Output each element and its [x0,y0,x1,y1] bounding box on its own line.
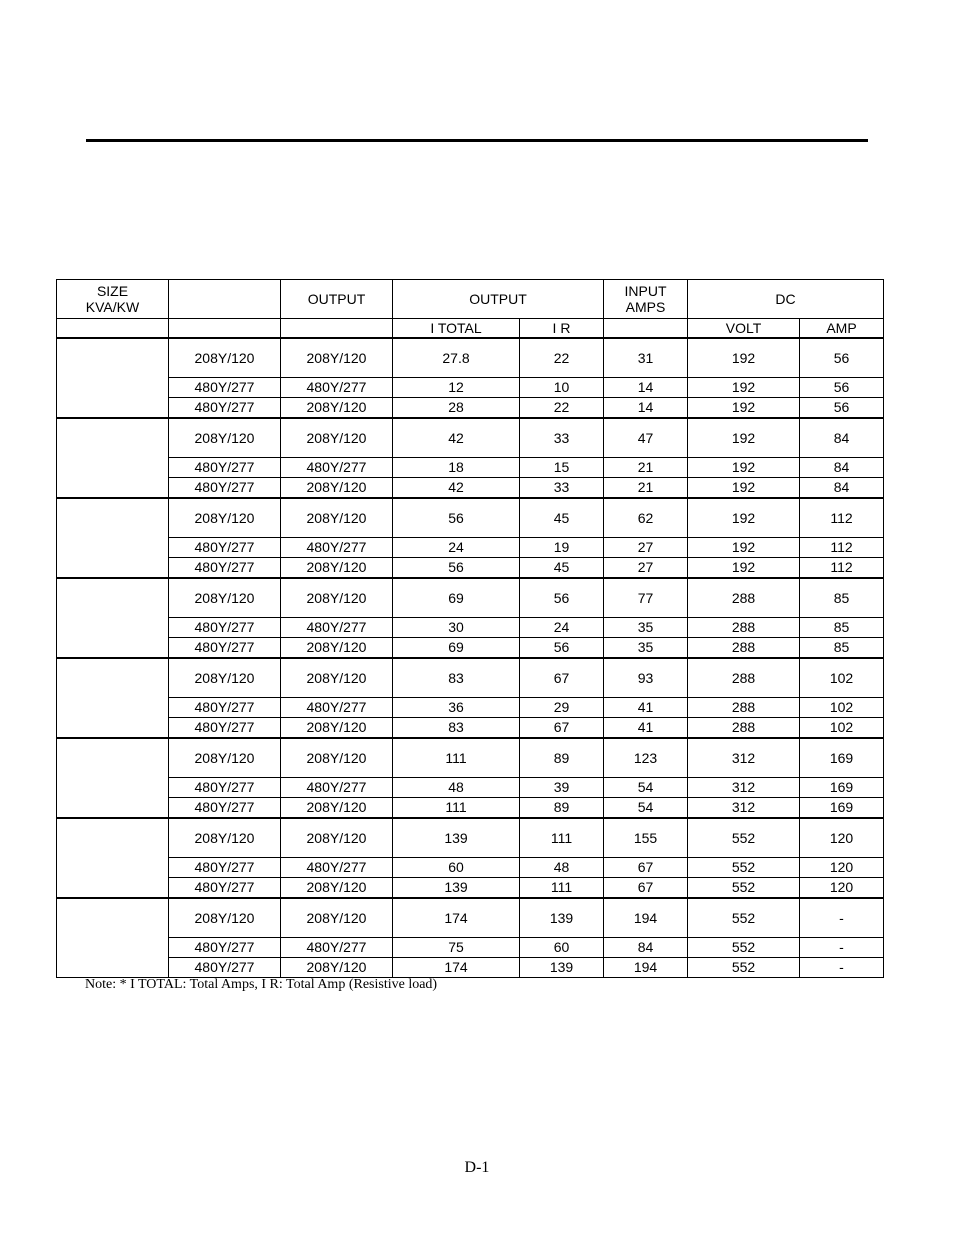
table-row [57,778,884,798]
cell-i-total: 28 [393,398,520,419]
size-cell [57,898,169,978]
subheader-i-r: I R [520,319,604,339]
table-row [57,378,884,398]
cell-i-total: 69 [393,638,520,659]
cell-output-voltage: 208Y/120 [281,658,393,698]
cell-dc-volt: 288 [688,578,800,618]
cell-i-total: 174 [393,898,520,938]
table-row [57,458,884,478]
header-row [57,280,884,319]
ups-spec-table [56,279,884,978]
cell-i-total: 12 [393,378,520,398]
cell-i-total: 42 [393,478,520,499]
cell-i-total: 24 [393,538,520,558]
cell-input-voltage: 208Y/120 [169,738,281,778]
cell-i-total: 111 [393,738,520,778]
cell-i-total: 48 [393,778,520,798]
cell-i-r: 10 [520,378,604,398]
cell-input-voltage: 480Y/277 [169,698,281,718]
cell-dc-amp: 120 [800,858,884,878]
table-row [57,898,884,938]
cell-dc-volt: 552 [688,818,800,858]
cell-input-voltage: 480Y/277 [169,858,281,878]
cell-input-voltage: 480Y/277 [169,398,281,419]
cell-input-amps: 31 [604,338,688,378]
cell-input-amps: 35 [604,618,688,638]
cell-output-voltage: 480Y/277 [281,618,393,638]
cell-i-total: 69 [393,578,520,618]
cell-i-total: 83 [393,658,520,698]
cell-i-r: 45 [520,498,604,538]
table-row [57,638,884,659]
cell-output-voltage: 480Y/277 [281,458,393,478]
cell-dc-amp: 112 [800,558,884,579]
cell-output-voltage: 208Y/120 [281,738,393,778]
size-cell [57,418,169,498]
cell-input-amps: 47 [604,418,688,458]
cell-i-total: 139 [393,818,520,858]
cell-dc-volt: 552 [688,898,800,938]
cell-i-r: 19 [520,538,604,558]
cell-dc-volt: 192 [688,558,800,579]
cell-i-r: 56 [520,578,604,618]
cell-dc-volt: 312 [688,738,800,778]
cell-dc-volt: 192 [688,458,800,478]
cell-input-amps: 14 [604,398,688,419]
table-row [57,398,884,419]
cell-output-voltage: 208Y/120 [281,578,393,618]
cell-output-voltage: 480Y/277 [281,378,393,398]
cell-output-voltage: 208Y/120 [281,818,393,858]
cell-dc-volt: 192 [688,418,800,458]
cell-input-amps: 54 [604,798,688,819]
cell-i-r: 89 [520,738,604,778]
header-size: SIZE KVA/KW [57,280,169,319]
cell-dc-amp: 102 [800,718,884,739]
cell-input-voltage: 480Y/277 [169,878,281,899]
cell-i-r: 29 [520,698,604,718]
cell-output-voltage: 480Y/277 [281,858,393,878]
cell-i-r: 139 [520,958,604,978]
cell-output-voltage: 480Y/277 [281,938,393,958]
cell-i-total: 60 [393,858,520,878]
table-row [57,418,884,458]
table-row [57,338,884,378]
cell-input-amps: 67 [604,878,688,899]
cell-output-voltage: 208Y/120 [281,558,393,579]
size-cell [57,818,169,898]
cell-dc-volt: 192 [688,398,800,419]
cell-input-voltage: 480Y/277 [169,938,281,958]
cell-output-voltage: 480Y/277 [281,698,393,718]
cell-dc-volt: 552 [688,858,800,878]
subheader-volt: VOLT [688,319,800,339]
cell-input-amps: 21 [604,478,688,499]
size-cell [57,498,169,578]
header-dc: DC [688,280,884,319]
header-input-amps: INPUT AMPS [604,280,688,319]
cell-dc-amp: - [800,898,884,938]
subheader-amp: AMP [800,319,884,339]
cell-i-total: 27.8 [393,338,520,378]
table-row [57,658,884,698]
cell-dc-amp: 112 [800,498,884,538]
cell-dc-amp: 84 [800,418,884,458]
cell-dc-volt: 288 [688,638,800,659]
cell-input-voltage: 208Y/120 [169,578,281,618]
table-row [57,538,884,558]
cell-dc-amp: - [800,958,884,978]
cell-output-voltage: 208Y/120 [281,798,393,819]
cell-input-voltage: 480Y/277 [169,638,281,659]
cell-dc-volt: 192 [688,498,800,538]
cell-dc-volt: 288 [688,618,800,638]
table-row [57,478,884,499]
cell-dc-amp: 56 [800,378,884,398]
table-row [57,498,884,538]
table-row [57,558,884,579]
header-input-voltage [169,280,281,319]
table-row [57,578,884,618]
cell-output-voltage: 208Y/120 [281,638,393,659]
cell-input-amps: 155 [604,818,688,858]
cell-input-amps: 41 [604,718,688,739]
cell-i-r: 22 [520,398,604,419]
cell-input-amps: 77 [604,578,688,618]
cell-i-total: 18 [393,458,520,478]
subheader-empty [57,319,169,339]
cell-output-voltage: 208Y/120 [281,898,393,938]
cell-i-r: 111 [520,818,604,858]
cell-input-voltage: 480Y/277 [169,778,281,798]
cell-i-r: 60 [520,938,604,958]
page-number: D-1 [464,1159,490,1176]
cell-i-r: 39 [520,778,604,798]
cell-input-voltage: 208Y/120 [169,818,281,858]
header-output-voltage: OUTPUT [281,280,393,319]
size-cell [57,578,169,658]
cell-i-r: 45 [520,558,604,579]
cell-i-r: 24 [520,618,604,638]
cell-i-r: 139 [520,898,604,938]
cell-dc-amp: 85 [800,578,884,618]
table-row [57,938,884,958]
cell-input-amps: 194 [604,898,688,938]
cell-dc-amp: 56 [800,338,884,378]
cell-dc-amp: 85 [800,618,884,638]
cell-dc-amp: 56 [800,398,884,419]
cell-dc-volt: 552 [688,958,800,978]
cell-input-amps: 14 [604,378,688,398]
cell-output-voltage: 208Y/120 [281,478,393,499]
cell-i-r: 67 [520,658,604,698]
cell-input-voltage: 208Y/120 [169,418,281,458]
cell-input-voltage: 480Y/277 [169,718,281,739]
cell-i-r: 33 [520,478,604,499]
subheader-empty [604,319,688,339]
cell-input-voltage: 208Y/120 [169,498,281,538]
cell-i-total: 139 [393,878,520,899]
cell-input-amps: 84 [604,938,688,958]
cell-input-voltage: 480Y/277 [169,458,281,478]
cell-dc-volt: 192 [688,378,800,398]
table-row [57,618,884,638]
cell-input-amps: 194 [604,958,688,978]
cell-i-total: 111 [393,798,520,819]
cell-dc-amp: 102 [800,698,884,718]
cell-i-total: 174 [393,958,520,978]
header-output-current: OUTPUT [393,280,604,319]
table-row [57,718,884,739]
subheader-empty [169,319,281,339]
cell-input-amps: 35 [604,638,688,659]
cell-i-total: 56 [393,498,520,538]
cell-output-voltage: 208Y/120 [281,418,393,458]
table-row [57,858,884,878]
cell-input-amps: 67 [604,858,688,878]
cell-output-voltage: 208Y/120 [281,398,393,419]
cell-input-voltage: 208Y/120 [169,338,281,378]
size-cell [57,658,169,738]
cell-dc-amp: 169 [800,798,884,819]
cell-input-voltage: 208Y/120 [169,658,281,698]
cell-dc-amp: 84 [800,478,884,499]
cell-output-voltage: 208Y/120 [281,718,393,739]
cell-input-amps: 27 [604,558,688,579]
table-row [57,798,884,819]
cell-dc-amp: 120 [800,818,884,858]
cell-input-voltage: 480Y/277 [169,558,281,579]
cell-i-total: 56 [393,558,520,579]
cell-output-voltage: 480Y/277 [281,538,393,558]
cell-dc-amp: - [800,938,884,958]
cell-i-total: 42 [393,418,520,458]
subheader-i-total: I TOTAL [393,319,520,339]
size-cell [57,738,169,818]
cell-i-r: 56 [520,638,604,659]
cell-input-amps: 54 [604,778,688,798]
cell-dc-amp: 169 [800,738,884,778]
cell-dc-amp: 169 [800,778,884,798]
cell-input-voltage: 480Y/277 [169,378,281,398]
cell-i-r: 15 [520,458,604,478]
cell-dc-volt: 288 [688,718,800,739]
cell-input-amps: 41 [604,698,688,718]
cell-dc-amp: 102 [800,658,884,698]
cell-input-amps: 27 [604,538,688,558]
cell-output-voltage: 208Y/120 [281,958,393,978]
cell-dc-amp: 84 [800,458,884,478]
subheader-row [57,319,884,339]
cell-i-r: 33 [520,418,604,458]
table-row [57,958,884,978]
table-row [57,738,884,778]
table-note: Note: * I TOTAL: Total Amps, I R: Total Amp (Resistive load) [85,977,438,992]
subheader-empty [281,319,393,339]
cell-i-total: 36 [393,698,520,718]
cell-dc-volt: 192 [688,478,800,499]
cell-i-r: 89 [520,798,604,819]
top-rule [86,139,868,142]
cell-input-voltage: 480Y/277 [169,538,281,558]
cell-dc-volt: 288 [688,698,800,718]
cell-input-voltage: 208Y/120 [169,898,281,938]
cell-i-total: 75 [393,938,520,958]
cell-dc-amp: 120 [800,878,884,899]
table-row [57,698,884,718]
cell-i-total: 83 [393,718,520,739]
cell-input-amps: 62 [604,498,688,538]
cell-dc-volt: 552 [688,878,800,899]
cell-output-voltage: 208Y/120 [281,878,393,899]
cell-i-total: 30 [393,618,520,638]
cell-i-r: 48 [520,858,604,878]
cell-output-voltage: 480Y/277 [281,778,393,798]
cell-output-voltage: 208Y/120 [281,498,393,538]
cell-dc-amp: 112 [800,538,884,558]
cell-dc-volt: 552 [688,938,800,958]
cell-input-voltage: 480Y/277 [169,618,281,638]
cell-dc-amp: 85 [800,638,884,659]
cell-dc-volt: 312 [688,778,800,798]
cell-i-r: 67 [520,718,604,739]
cell-input-voltage: 480Y/277 [169,958,281,978]
cell-i-r: 22 [520,338,604,378]
cell-input-voltage: 480Y/277 [169,478,281,499]
table-row [57,818,884,858]
cell-i-r: 111 [520,878,604,899]
cell-dc-volt: 288 [688,658,800,698]
cell-dc-volt: 192 [688,538,800,558]
cell-input-voltage: 480Y/277 [169,798,281,819]
cell-input-amps: 123 [604,738,688,778]
cell-input-amps: 21 [604,458,688,478]
size-cell [57,338,169,418]
table-row [57,878,884,899]
cell-input-amps: 93 [604,658,688,698]
cell-output-voltage: 208Y/120 [281,338,393,378]
cell-dc-volt: 312 [688,798,800,819]
cell-dc-volt: 192 [688,338,800,378]
